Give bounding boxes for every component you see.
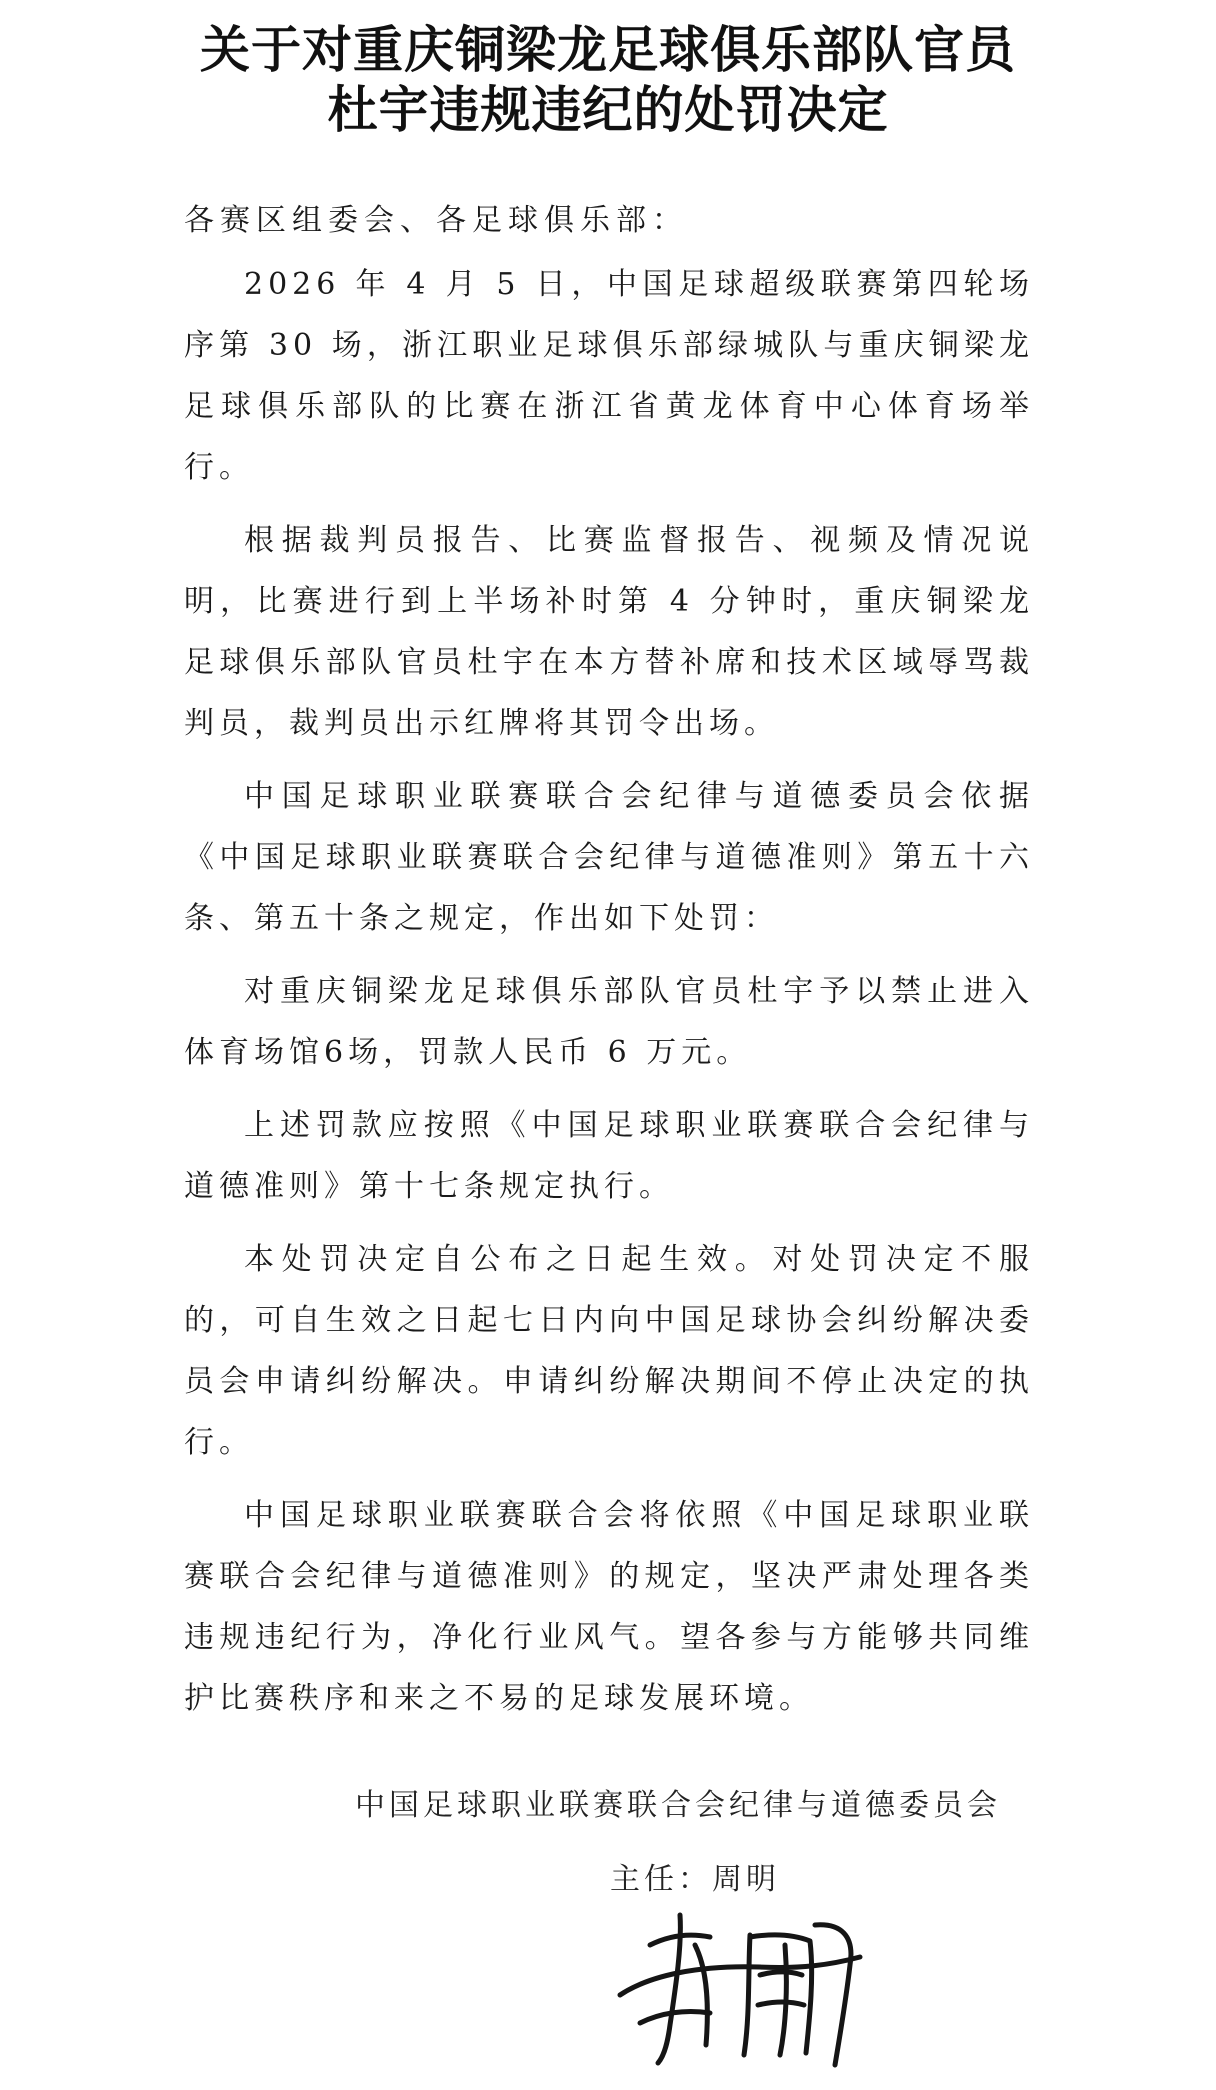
- handwritten-signature: [610, 1905, 870, 2075]
- document-title-line-2: 杜宇违规违纪的处罚决定: [327, 80, 889, 139]
- paragraph-legal-basis: 中国足球职业联赛联合会纪律与道德委员会依据《中国足球职业联赛联合会纪律与道德准则》第五十六条、第五十条之规定，作出如下处罚：: [184, 779, 1034, 936]
- paragraph-match-info: 2026 年 4 月 5 日，中国足球超级联赛第四轮场序第 30 场，浙江职业足球俱乐部绿城队与重庆铜梁龙足球俱乐部队的比赛在浙江省黄龙体育中心体育场举行。: [184, 267, 1034, 485]
- paragraph-penalty: 对重庆铜梁龙足球俱乐部队官员杜宇予以禁止进入体育场馆6场，罚款人民币 6 万元。: [184, 974, 1034, 1070]
- document-body: [184, 190, 1034, 1741]
- document-title-line-1: 关于对重庆铜梁龙足球俱乐部队官员: [200, 20, 1016, 79]
- paragraph-incident: 根据裁判员报告、比赛监督报告、视频及情况说明，比赛进行到上半场补时第 4 分钟时，重庆铜梁龙足球俱乐部队官员杜宇在本方替补席和技术区域辱骂裁判员，裁判员出示红牌将其罚令出场。: [184, 523, 1034, 741]
- director-title: 主任：周明: [610, 1862, 780, 1897]
- paragraph-closing-statement: 中国足球职业联赛联合会将依照《中国足球职业联赛联合会纪律与道德准则》的规定，坚决严肃处理各类违规违纪行为，净化行业风气。望各参与方能够共同维护比赛秩序和来之不易的足球发展环境。: [184, 1498, 1034, 1716]
- paragraph-fine-execution: 上述罚款应按照《中国足球职业联赛联合会纪律与道德准则》第十七条规定执行。: [184, 1108, 1034, 1204]
- paragraph-effective-appeal: 本处罚决定自公布之日起生效。对处罚决定不服的，可自生效之日起七日内向中国足球协会纠纷解决委员会申请纠纷解决。申请纠纷解决期间不停止决定的执行。: [184, 1242, 1034, 1460]
- signing-organization: 中国足球职业联赛联合会纪律与道德委员会: [355, 1788, 1001, 1823]
- salutation: 各赛区组委会、各足球俱乐部：: [184, 203, 688, 238]
